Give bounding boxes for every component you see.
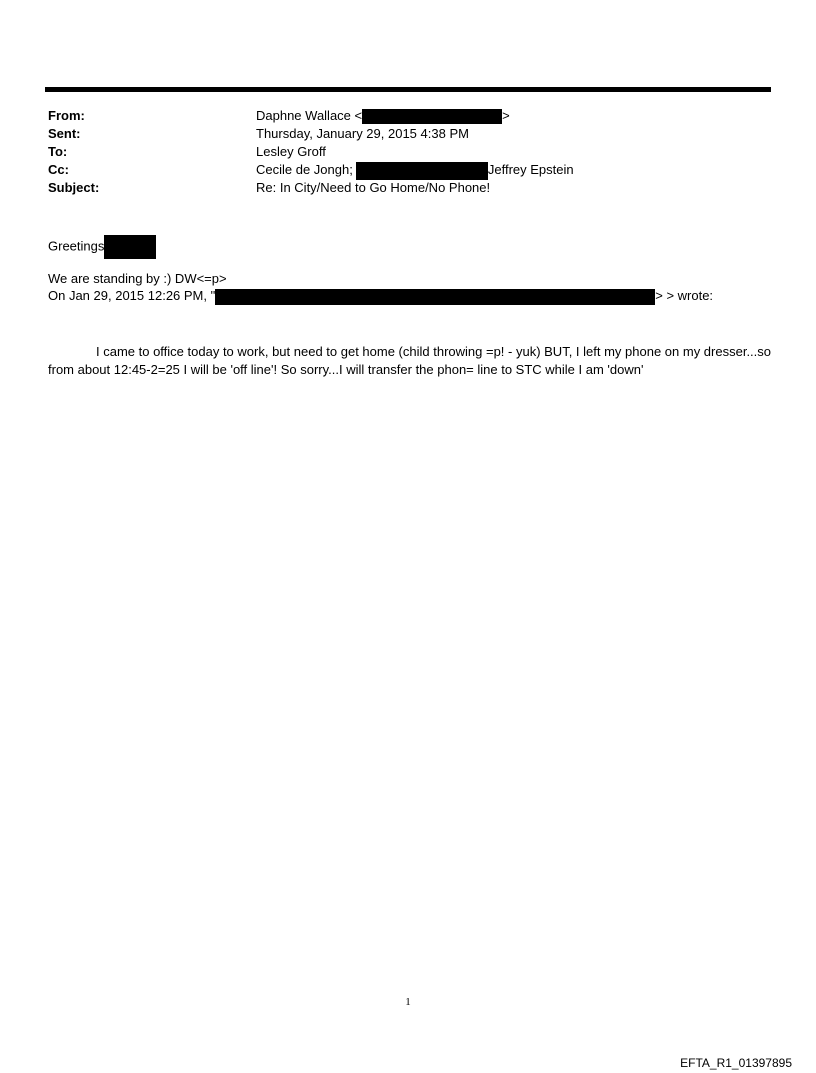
subject-label: Subject: (48, 180, 100, 195)
redaction-block (215, 289, 655, 305)
cc-value (256, 161, 574, 180)
standing-by-line (48, 270, 776, 288)
redaction-block (104, 235, 156, 259)
redaction-block (356, 162, 488, 180)
email-header (48, 107, 788, 199)
quote-intro-line (48, 287, 776, 305)
cc-last-recipient: Jeffrey Epstein (487, 162, 574, 177)
sender-name: Daphne Wallace < (256, 108, 363, 123)
sent-value: Thursday, January 29, 2015 4:38 PM (256, 126, 469, 141)
page-number: 1 (405, 996, 411, 1008)
cc-row (48, 161, 788, 179)
sent-label: Sent: (48, 126, 81, 141)
to-value: Lesley Groff (256, 144, 326, 159)
from-tail: > (502, 108, 510, 123)
quoted-paragraph: I came to office today to work, but need to get home (child throwing =p! - yuk) BUT, I left my phone on my dresser...so from about 12:45-2=25 I will be 'off line'! So sorry...I will transfer the phon= line to STC while I am 'down' (48, 344, 772, 377)
to-label: To: (48, 144, 68, 159)
redaction-block (362, 109, 502, 124)
quote-intro-end: > > wrote: (655, 288, 714, 303)
cc-first-recipient: Cecile de Jongh; (256, 162, 353, 177)
to-row (48, 143, 788, 161)
quote-intro-start: On Jan 29, 2015 12:26 PM, " (48, 288, 216, 303)
greeting-line (48, 235, 776, 257)
standing-by-text: We are standing by :) DW<=p> (48, 271, 227, 286)
from-row (48, 107, 788, 125)
from-value (256, 107, 510, 125)
header-divider-rule (45, 87, 771, 92)
subject-value: Re: In City/Need to Go Home/No Phone! (256, 180, 491, 195)
document-id: EFTA_R1_01397895 (680, 1056, 792, 1070)
greeting-text: Greetings (48, 238, 105, 254)
from-label: From: (48, 108, 85, 123)
cc-label: Cc: (48, 162, 69, 177)
subject-row (48, 179, 788, 197)
sent-row (48, 125, 788, 143)
